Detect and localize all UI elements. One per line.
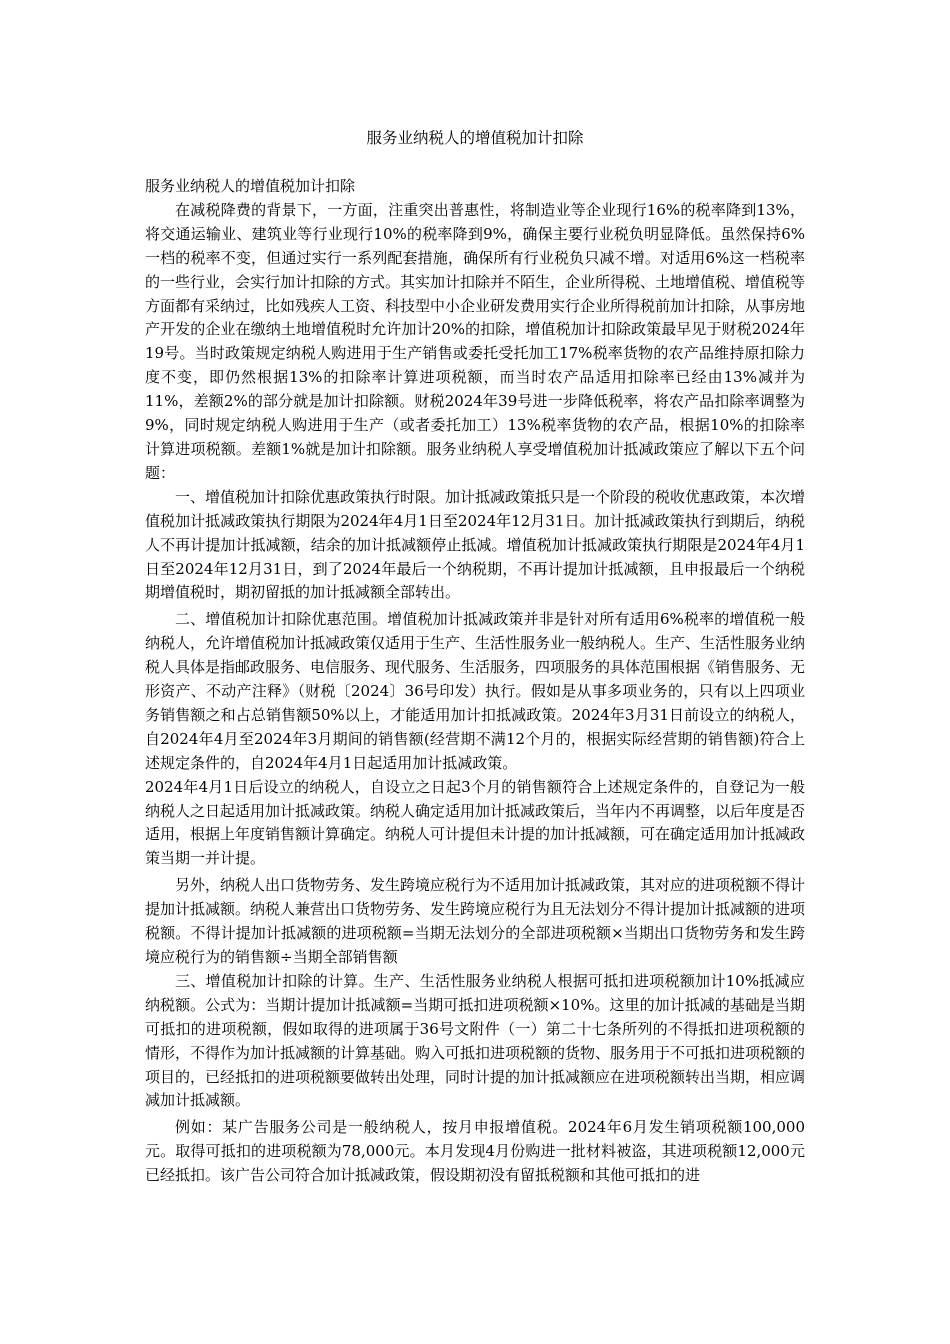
body-heading: 服务业纳税人的增值税加计扣除 — [145, 177, 356, 195]
document-body — [145, 175, 805, 1188]
body-paragraph: 一、增值税加计扣除优惠政策执行时限。加计抵减政策抵只是一个阶段的税收优惠政策，本次增值税加计抵减政策执行期限为2024年4月1日至2024年12月31日。加计抵减政策执行到期后，纳税人不再计提加计抵减额，结余的加计抵减额停止抵减。增值税加计抵减政策执行期限是2024年4月1日至2024年12月31日，到了2024年最后一个纳税期，不再计提加计抵减额，且申报最后一个纳税期增值税时，期初留抵的加计抵减额全部转出。 — [145, 487, 806, 602]
body-paragraph: 在减税降费的背景下，一方面，注重突出普惠性，将制造业等企业现行16%的税率降到13%，将交通运输业、建筑业等行业现行10%的税率降到9%，确保主要行业税负明显降低。虽然保持6%一档的税率不变，但通过实行一系列配套措施，确保所有行业税负只减不增。对适用6%这一档税率的一些行业，会实行加计扣除的方式。其实加计扣除并不陌生，企业所得税、土地增值税、增值税等方面都有采纳过，比如残疾人工资、科技型中小企业研发费用实行企业所得税前加计扣除，从事房地产开发的企业在缴纳土地增值税时允许加计20%的扣除，增值税加计扣除政策最早见于财税2024年19号。当时政策规定纳税人购进用于生产销售或委托受托加工17%税率货物的农产品维持原扣除力度不变，即仍然根据13%的扣除率计算进项税额，而当时农产品适用扣除率已经由13%减并为11%，差额2%的部分就是加计扣除额。财税2024年39号进一步降低税率，将农产品扣除率调整为9%，同时规定纳税人购进用于生产（或者委托加工）13%税率货物的农产品，根据10%的扣除率计算进项税额。差额1%就是加计扣除额。服务业纳税人享受增值税加计抵减政策应了解以下五个问题： — [145, 200, 806, 482]
body-paragraph: 二、增值税加计扣除优惠范围。增值税加计抵减政策并非是针对所有适用6%税率的增值税一般纳税人，允许增值税加计抵减政策仅适用于生产、生活性服务业一般纳税人。生产、生活性服务业纳税人具体是指邮政服务、电信服务、现代服务、生活服务，四项服务的具体范围根据《销售服务、无形资产、不动产注释》（财税〔2024〕36号印发）执行。假如是从事多项业务的，只有以上四项业务销售额之和占总销售额50%以上，才能适用加计扣抵减政策。2024年3月31日前设立的纳税人，自2024年4月至2024年3月期间的销售额(经营期不满12个月的，根据实际经营期的销售额)符合上述规定条件的，自2024年4月1日起适用加计抵减政策。 — [145, 610, 806, 772]
body-paragraph: 2024年4月1日后设立的纳税人，自设立之日起3个月的销售额符合上述规定条件的，自登记为一般纳税人之日起适用加计抵减政策。纳税人确定适用加计抵减政策后，当年内不再调整，以后年度是否适用，根据上年度销售额计算确定。纳税人可计提但未计提的加计抵减额，可在确定适用加计抵减政策当期一并计提。 — [145, 777, 806, 868]
body-paragraph: 三、增值税加计扣除的计算。生产、生活性服务业纳税人根据可抵扣进项税额加计10%抵减应纳税额。公式为：当期计提加计抵减额=当期可抵扣进项税额×10%。这里的加计抵减的基础是当期可抵扣的进项税额，假如取得的进项属于36号文附件（一）第二十七条所列的不得抵扣进项税额的情形，不得作为加计抵减额的计算基础。购入可抵扣进项税额的货物、服务用于不可抵扣进项税额的项目的，已经抵扣的进项税额要做转出处理，同时计提的加计抵减额应在进项税额转出当期，相应调减加计抵减额。 — [145, 971, 806, 1110]
body-paragraph: 例如：某广告服务公司是一般纳税人，按月申报增值税。2024年6月发生销项税额100,000元。取得可抵扣的进项税额为78,000元。本月发现4月份购进一批材料被盗，其进项税额12,000元已经抵扣。该广告公司符合加计抵减政策，假设期初没有留抵税额和其他可抵扣的进 — [145, 1118, 805, 1185]
body-paragraph: 另外，纳税人出口货物劳务、发生跨境应税行为不适用加计抵减政策，其对应的进项税额不得计提加计抵减额。纳税人兼营出口货物劳务、发生跨境应税行为且无法划分不得计提加计抵减额的进项税额。不得计提加计抵减额的进项税额=当期无法划分的全部进项税额×当期出口货物劳务和发生跨境应税行为的销售额÷当期全部销售额 — [145, 876, 806, 966]
document-title: 服务业纳税人的增值税加计扣除 — [366, 129, 584, 147]
